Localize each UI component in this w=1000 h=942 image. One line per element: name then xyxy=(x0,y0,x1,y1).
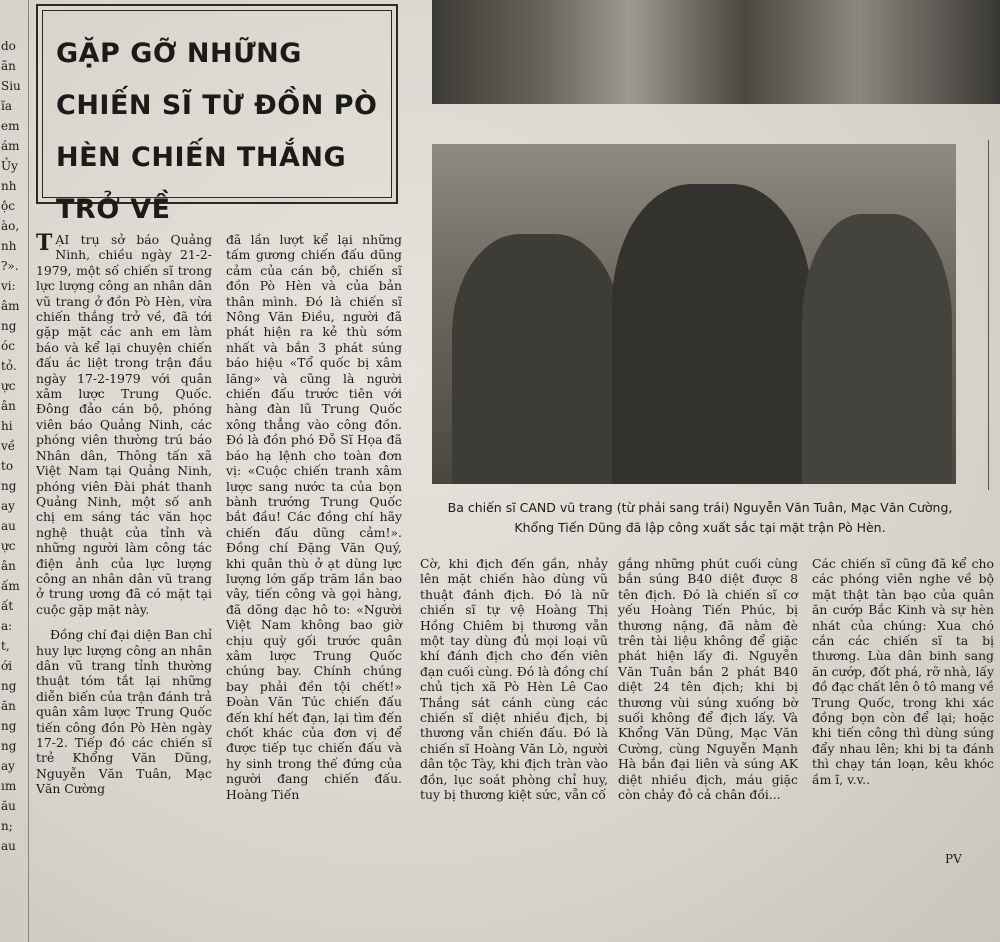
strip-fragment: ım xyxy=(1,779,17,793)
strip-fragment: ng xyxy=(1,679,17,693)
strip-fragment: ào, xyxy=(1,219,20,233)
strip-fragment: ãn xyxy=(1,59,16,73)
drop-cap: T xyxy=(36,230,53,256)
headline-box xyxy=(36,4,398,225)
strip-fragment: ấm xyxy=(1,579,20,593)
strip-fragment: a: xyxy=(1,619,13,633)
strip-fragment: về xyxy=(1,439,16,453)
paragraph: Các chiến sĩ cũng đã kể cho các phóng viên nghe về bộ mặt thật tàn bạo của quân ăn cướp Bắc Kinh và sự hèn nhát của chúng: Xua chó cắn các chiến sĩ ta bị thương. Lùa dân binh sang ăn cướp, đốt phá, rỡ nhà, lấy đồ đạc chất lên ô tô mang về Trung Quốc, trong khi xác đồng bọn còn để lại; hoặc khi tiến công thì dùng súng đẩy nhau lên; khi bị ta đánh thì chạy tán loạn, kêu khóc ầm ĩ, v.v.. xyxy=(812,556,994,787)
strip-fragment: ng xyxy=(1,479,17,493)
strip-fragment: ng xyxy=(1,719,17,733)
strip-fragment: au xyxy=(1,839,16,853)
paragraph: gắng những phút cuối cùng bắn súng B40 diệt được 8 tên địch. Đó là chiến sĩ cơ yếu Hoàng Tiến Phúc, bị thương nặng, đã nằm đè trên tài liệu không để giặc phát hiện lấy đi. Nguyễn Văn Tuân bắn 2 phát B40 diệt 24 tên địch; khi bị thương vùi súng xuống bờ suối không để địch lấy. Và Khổng Văn Dũng, Mạc Văn Cường, cùng Nguyễn Mạnh Hà bắn đại liên và súng AK diệt nhiều địch, máu giặc còn chảy đỏ cả chân đồi... xyxy=(618,556,798,803)
paragraph: Cờ, khi địch đến gần, nhảy lên mặt chiến hào dùng vũ thuật đánh địch. Đó là nữ chiến sĩ tự vệ Hoàng Thị Hồng Chiêm bị thương vẫn một tay dùng đủ mọi loại vũ khí đánh địch cho đến viên đạn cuối cùng. Đó là đồng chí chủ tịch xã Pò Hèn Lê Cao Thắng sát cánh cùng các chiến sĩ diệt nhiều địch, bị thương vẫn chiến đấu. Đó là chiến sĩ Hoàng Văn Lò, người dân tộc Tày, khi địch tràn vào đồn, lục soát phòng chỉ huy, tuy bị thương kiệt sức, vẫn cố xyxy=(420,556,608,803)
strip-fragment: Ủy xyxy=(1,159,18,173)
strip-fragment: hi xyxy=(1,419,13,433)
strip-fragment: âm xyxy=(1,299,20,313)
strip-fragment: au xyxy=(1,519,16,533)
article-column-3 xyxy=(420,556,608,813)
strip-fragment: to xyxy=(1,459,14,473)
article-column-5 xyxy=(812,556,994,797)
article-column-1 xyxy=(36,232,212,807)
strip-fragment: nh xyxy=(1,239,17,253)
strip-fragment: n; xyxy=(1,819,13,833)
strip-fragment: ực xyxy=(1,379,16,393)
strip-fragment: vi: xyxy=(1,279,16,293)
strip-fragment: ay xyxy=(1,759,15,773)
paragraph: đã lần lượt kể lại những tấm gương chiến đấu dũng cảm của cán bộ, chiến sĩ đồn Pò Hèn và của bản thân mình. Đó là chiến sĩ Nông Văn Điều, người đã phát hiện ra kẻ thù sớm nhất và bắn 3 phát súng báo hiệu «Tổ quốc bị xâm lăng» và cũng là người chiến đấu trước tiên với hàng đàn lũ Trung Quốc xông thẳng vào công đồn. Đó là đồn phó Đỗ Sĩ Họa đã báo hạ lệnh cho toàn đơn vị: «Cuộc chiến tranh xâm lược sang nước ta của bọn bành trướng Trung Quốc bắt đầu! Các đồng chí hãy chiến đấu dũng cảm!». Đồng chí Đặng Văn Quý, khi quân thù ở ạt dùng lực lượng lớn gấp trăm lần bao vây, tiến công và gọi hàng, đã dõng dạc hô to: «Người Việt Nam không bao giờ chịu quỳ gối trước quân xâm lược Trung Quốc chúng bay. Chính chúng bay phải đền tội chết!» Đoàn Văn Túc chiến đấu đến khí hết đạn, lại tìm đến chốt khác của đơn vị để được tiếp tục chiến đấu và hy sinh trong thế đứng của người đang chiến đấu. Hoàng Tiến xyxy=(226,232,402,802)
strip-fragment: Siu xyxy=(1,79,21,93)
strip-fragment: ất xyxy=(1,599,14,613)
soldier-figure xyxy=(802,214,952,484)
strip-fragment: ng xyxy=(1,739,17,753)
left-column-fragment xyxy=(0,0,29,942)
strip-fragment: ộc xyxy=(1,199,15,213)
strip-fragment: óc xyxy=(1,339,15,353)
soldier-figure xyxy=(612,184,812,484)
strip-fragment: ân xyxy=(1,399,16,413)
strip-fragment: ?». xyxy=(1,259,19,273)
strip-fragment: do xyxy=(1,39,16,53)
soldier-figure xyxy=(452,234,622,484)
headline: GẶP GỠ NHỮNG CHIẾN SĨ TỪ ĐỒN PÒ HÈN CHIẾN THẮNG TRỞ VỀ xyxy=(56,38,378,225)
strip-fragment: ău xyxy=(1,799,16,813)
strip-fragment: ay xyxy=(1,499,15,513)
strip-fragment: nh xyxy=(1,179,17,193)
strip-fragment: ĩa xyxy=(1,99,12,113)
strip-fragment: ăn xyxy=(1,699,16,713)
article-column-4 xyxy=(618,556,798,813)
strip-fragment: t, xyxy=(1,639,10,653)
strip-fragment: ng xyxy=(1,319,17,333)
article-column-2 xyxy=(226,232,402,812)
strip-fragment: em xyxy=(1,119,20,133)
paragraph: ẠI trụ sở báo Quảng Ninh, chiều ngày 21-2-1979, một số chiến sĩ trong lực lượng công an nhân dân vũ trang ở đồn Pò Hèn, vừa chiến thắng trở về, đã tới gặp mặt các anh em làm báo và kể lại chuyện chiến đấu ác liệt trong trận đầu ngày 17-2-1979 với quân xâm lược Trung Quốc. Đông đảo cán bộ, phóng viên báo Quảng Ninh, các phóng viên thường trú báo Nhân dân, Thông tấn xã Việt Nam tại Quảng Ninh, phóng viên Đài phát thanh Quảng Ninh, một số anh chị em sáng tác văn học nghệ thuật của tỉnh và những người làm công tác điện ảnh của lực lượng công an nhân dân vũ trang ở trung ương đã có mặt tại cuộc gặp mặt này. xyxy=(36,232,212,617)
soldiers-photo xyxy=(432,144,956,484)
strip-fragment: tỏ. xyxy=(1,359,17,373)
strip-fragment: ân xyxy=(1,559,16,573)
author-signature: PV xyxy=(945,852,962,866)
column-rule xyxy=(988,140,989,490)
strip-fragment: ám xyxy=(1,139,20,153)
paragraph: Đồng chí đại diện Ban chỉ huy lực lượng công an nhân dân vũ trang tỉnh thường thuật tóm tắt lại những diễn biến của trận đánh trả quân xâm lược Trung Quốc tiến công đồn Pò Hèn ngày 17-2. Tiếp đó các chiến sĩ trẻ Khổng Văn Dũng, Nguyễn Văn Tuân, Mạc Văn Cường xyxy=(36,627,212,797)
top-photo xyxy=(432,0,1000,104)
strip-fragment: ực xyxy=(1,539,16,553)
strip-fragment: ới xyxy=(1,659,13,673)
photo-caption: Ba chiến sĩ CAND vũ trang (từ phải sang trái) Nguyễn Văn Tuân, Mạc Văn Cường, Khổng Tiến Dũng đã lập công xuất sắc tại mặt trận Pò Hèn. xyxy=(447,500,953,535)
